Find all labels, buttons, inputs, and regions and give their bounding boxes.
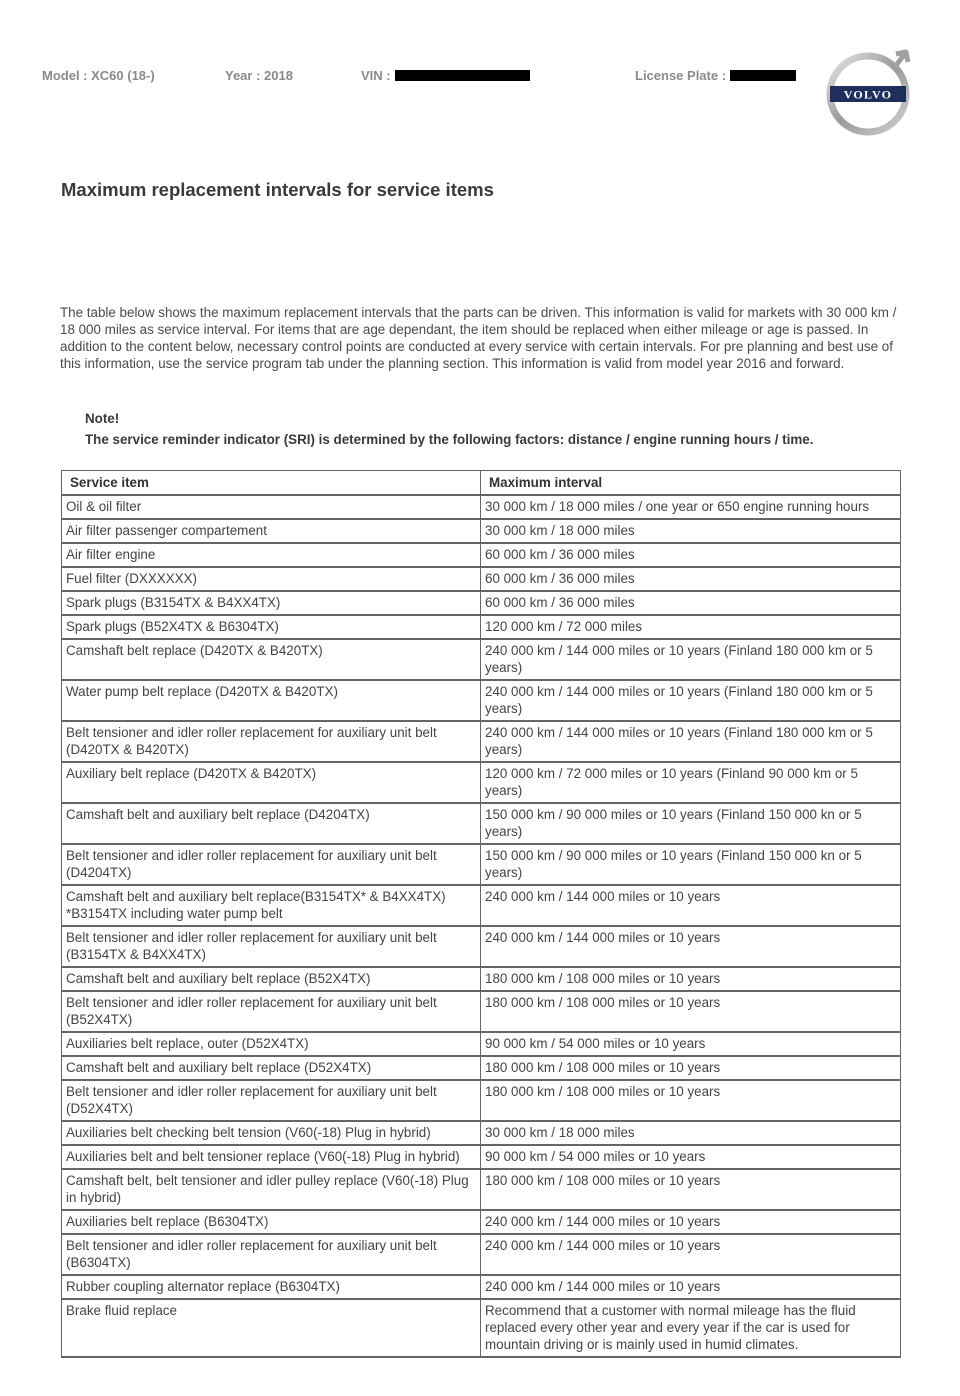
interval-cell: 60 000 km / 36 000 miles <box>481 567 901 591</box>
service-item-cell: Auxiliaries belt and belt tensioner replace (V60(-18) Plug in hybrid) <box>62 1145 481 1169</box>
table-row <box>62 926 901 967</box>
table-header-row <box>62 471 901 496</box>
license-plate-redaction <box>730 70 796 81</box>
interval-cell: 180 000 km / 108 000 miles or 10 years <box>481 967 901 991</box>
table-row <box>62 803 901 844</box>
interval-cell: 240 000 km / 144 000 miles or 10 years <box>481 1275 901 1299</box>
interval-cell: 90 000 km / 54 000 miles or 10 years <box>481 1145 901 1169</box>
service-item-cell: Camshaft belt, belt tensioner and idler pulley replace (V60(-18) Plug in hybrid) <box>62 1169 481 1210</box>
interval-cell: 240 000 km / 144 000 miles or 10 years <box>481 1210 901 1234</box>
table-row <box>62 1299 901 1357</box>
table-row <box>62 1121 901 1145</box>
logo-text: VOLVO <box>843 87 893 102</box>
page-title: Maximum replacement intervals for service items <box>61 179 494 200</box>
interval-cell: 30 000 km / 18 000 miles <box>481 1121 901 1145</box>
table-row <box>62 615 901 639</box>
table-row <box>62 1080 901 1121</box>
interval-cell: 30 000 km / 18 000 miles / one year or 650 engine running hours <box>481 495 901 519</box>
interval-cell: 90 000 km / 54 000 miles or 10 years <box>481 1032 901 1056</box>
table-row <box>62 495 901 519</box>
note-text: The service reminder indicator (SRI) is determined by the following factors: distance / engine running hours / time. <box>85 432 814 447</box>
table-row <box>62 885 901 926</box>
year-field: Year : 2018 <box>225 68 293 83</box>
service-item-cell: Belt tensioner and idler roller replacement for auxiliary unit belt (D52X4TX) <box>62 1080 481 1121</box>
interval-cell: 180 000 km / 108 000 miles or 10 years <box>481 1080 901 1121</box>
service-item-cell: Camshaft belt replace (D420TX & B420TX) <box>62 639 481 680</box>
table-row <box>62 1275 901 1299</box>
table-row <box>62 1145 901 1169</box>
service-item-cell: Brake fluid replace <box>62 1299 481 1357</box>
service-item-cell: Belt tensioner and idler roller replacement for auxiliary unit belt (B52X4TX) <box>62 991 481 1032</box>
service-item-cell: Water pump belt replace (D420TX & B420TX) <box>62 680 481 721</box>
header-service-item: Service item <box>62 471 481 496</box>
service-item-cell: Belt tensioner and idler roller replacement for auxiliary unit belt (B3154TX & B4XX4TX) <box>62 926 481 967</box>
interval-cell: 240 000 km / 144 000 miles or 10 years (Finland 180 000 km or 5 years) <box>481 639 901 680</box>
model-field: Model : XC60 (18-) <box>42 68 155 83</box>
service-interval-table <box>61 470 901 1358</box>
interval-cell: 30 000 km / 18 000 miles <box>481 519 901 543</box>
service-item-cell: Auxiliaries belt replace, outer (D52X4TX) <box>62 1032 481 1056</box>
interval-cell: 240 000 km / 144 000 miles or 10 years <box>481 885 901 926</box>
interval-cell: 240 000 km / 144 000 miles or 10 years <box>481 926 901 967</box>
interval-cell: 120 000 km / 72 000 miles <box>481 615 901 639</box>
table-row <box>62 639 901 680</box>
license-plate-label: License Plate : <box>635 68 727 83</box>
interval-cell: Recommend that a customer with normal mileage has the fluid replaced every other year and every year if the car is used for mountain driving or is mainly used in humid climates. <box>481 1299 901 1357</box>
service-item-cell: Spark plugs (B3154TX & B4XX4TX) <box>62 591 481 615</box>
service-item-cell: Auxiliary belt replace (D420TX & B420TX) <box>62 762 481 803</box>
table-row <box>62 1210 901 1234</box>
table-row <box>62 591 901 615</box>
table-row <box>62 519 901 543</box>
vin-label: VIN : <box>361 68 391 83</box>
header-maximum-interval: Maximum interval <box>481 471 901 496</box>
note-label: Note! <box>85 411 120 426</box>
interval-cell: 240 000 km / 144 000 miles or 10 years (Finland 180 000 km or 5 years) <box>481 680 901 721</box>
interval-cell: 240 000 km / 144 000 miles or 10 years (Finland 180 000 km or 5 years) <box>481 721 901 762</box>
interval-cell: 150 000 km / 90 000 miles or 10 years (Finland 150 000 kn or 5 years) <box>481 844 901 885</box>
service-item-cell: Camshaft belt and auxiliary belt replace (B52X4TX) <box>62 967 481 991</box>
interval-cell: 180 000 km / 108 000 miles or 10 years <box>481 991 901 1032</box>
table-row <box>62 721 901 762</box>
service-item-cell: Auxiliaries belt replace (B6304TX) <box>62 1210 481 1234</box>
table-row <box>62 680 901 721</box>
interval-cell: 60 000 km / 36 000 miles <box>481 543 901 567</box>
license-plate-field <box>635 68 796 83</box>
service-item-cell: Camshaft belt and auxiliary belt replace(B3154TX* & B4XX4TX) *B3154TX including water pump belt <box>62 885 481 926</box>
table-row <box>62 991 901 1032</box>
service-item-cell: Belt tensioner and idler roller replacement for auxiliary unit belt (D4204TX) <box>62 844 481 885</box>
service-item-cell: Belt tensioner and idler roller replacement for auxiliary unit belt (D420TX & B420TX) <box>62 721 481 762</box>
service-item-cell: Auxiliaries belt checking belt tension (V60(-18) Plug in hybrid) <box>62 1121 481 1145</box>
service-item-cell: Air filter engine <box>62 543 481 567</box>
service-item-cell: Oil & oil filter <box>62 495 481 519</box>
table-row <box>62 844 901 885</box>
table-row <box>62 967 901 991</box>
volvo-logo <box>824 49 916 137</box>
service-item-cell: Camshaft belt and auxiliary belt replace (D52X4TX) <box>62 1056 481 1080</box>
interval-cell: 180 000 km / 108 000 miles or 10 years <box>481 1169 901 1210</box>
interval-cell: 240 000 km / 144 000 miles or 10 years <box>481 1234 901 1275</box>
service-item-cell: Fuel filter (DXXXXXX) <box>62 567 481 591</box>
vin-redaction <box>395 70 530 81</box>
interval-cell: 180 000 km / 108 000 miles or 10 years <box>481 1056 901 1080</box>
table-row <box>62 1056 901 1080</box>
service-item-cell: Camshaft belt and auxiliary belt replace (D4204TX) <box>62 803 481 844</box>
table-row <box>62 762 901 803</box>
document-header <box>0 68 960 88</box>
interval-cell: 150 000 km / 90 000 miles or 10 years (Finland 150 000 kn or 5 years) <box>481 803 901 844</box>
table-row <box>62 1032 901 1056</box>
interval-cell: 120 000 km / 72 000 miles or 10 years (Finland 90 000 km or 5 years) <box>481 762 901 803</box>
table-row <box>62 543 901 567</box>
table-row <box>62 1169 901 1210</box>
intro-paragraph: The table below shows the maximum replacement intervals that the parts can be driven. This information is valid for markets with 30 000 km / 18 000 miles as service interval. For items that are age dependant, the item should be replaced when either mileage or age is passed. In addition to the content below, necessary control points are conducted at every service with certain intervals. For pre planning and best use of this information, use the service program tab under the planning section. This information is valid from model year 2016 and forward. <box>60 305 897 371</box>
service-item-cell: Belt tensioner and idler roller replacement for auxiliary unit belt (B6304TX) <box>62 1234 481 1275</box>
table-row <box>62 1234 901 1275</box>
service-item-cell: Rubber coupling alternator replace (B6304TX) <box>62 1275 481 1299</box>
service-item-cell: Air filter passenger compartement <box>62 519 481 543</box>
vin-field <box>361 68 530 83</box>
service-item-cell: Spark plugs (B52X4TX & B6304TX) <box>62 615 481 639</box>
interval-cell: 60 000 km / 36 000 miles <box>481 591 901 615</box>
table-row <box>62 567 901 591</box>
